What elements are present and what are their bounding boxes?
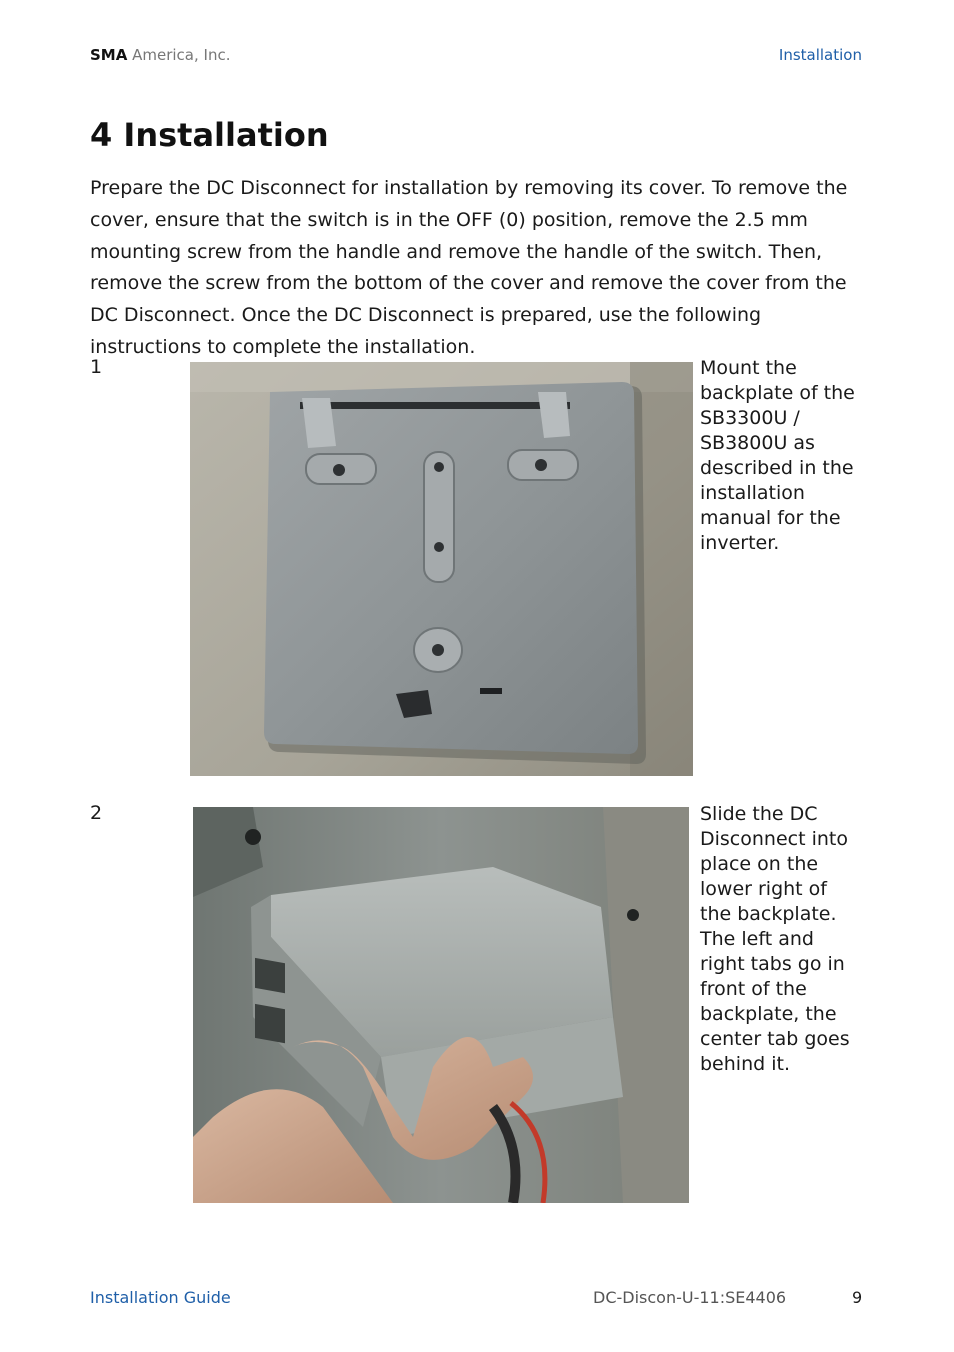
- step-1-number: 1: [90, 356, 103, 378]
- page-title: 4 Installation: [90, 116, 329, 154]
- backplate-mounted-image: [190, 362, 693, 776]
- footer-guide: Installation Guide: [90, 1288, 231, 1307]
- disconnect-sliding-image: [193, 807, 689, 1203]
- page-number: 9: [852, 1288, 863, 1307]
- step-2-photo: [193, 807, 689, 1203]
- footer-doc-code: DC-Discon-U-11:SE4406: [593, 1288, 787, 1307]
- header-section: Installation: [778, 46, 862, 64]
- intro-paragraph: Prepare the DC Disconnect for installation by removing its cover. To remove the cover, ensure that the switch is in the OFF (0) position, remove the 2.5 mm mounting screw from the handle and remove the handle of the switch. Then, remove the screw from the bottom of the cover and remove the cover from the DC Disconnect. Once the DC Disconnect is prepared, use the following instructions to complete the installation.: [90, 177, 848, 358]
- step-2-text: Slide the DC Disconnect into place on the lower right of the backplate. The left and right tabs go in front of the backplate, the center tab goes behind it.: [700, 803, 850, 1075]
- step-1-text: Mount the backplate of the SB3300U / SB3800U as described in the installation manual for the inverter.: [700, 357, 855, 554]
- header-company: [90, 46, 230, 64]
- company-name: America, Inc.: [132, 46, 231, 64]
- brand-name: SMA: [90, 46, 128, 64]
- step-2-number: 2: [90, 802, 103, 824]
- step-1-photo: [190, 362, 693, 776]
